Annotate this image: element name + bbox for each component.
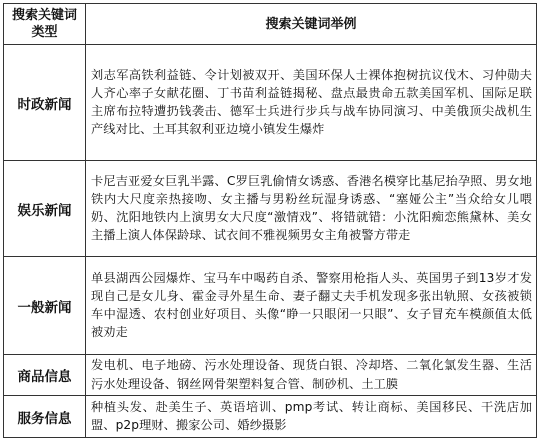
keywords-cell: 发电机、电子地磅、污水处理设备、现货白银、冷却塔、二氧化氯发生器、生活污水处理设备、钢丝网骨架塑料复合管、制砂机、土工膜 — [86, 355, 537, 396]
table-header-row — [4, 4, 537, 45]
keywords-cell: 卡尼吉亚爱女巨乳半露、C罗巨乳偷情女诱惑、香港名模穿比基尼抬孕照、男女地铁内大尺度亲热接吻、女主播与男粉丝玩湿身诱惑、“塞娅公主”当众给女儿喂奶、沈阳地铁内上演男女大尺度“激情戏”、将错就错：小沈阳痴恋熊黛林、美女主播上演人体保龄球、试衣间不雅视频男女主角被警方带走 — [86, 161, 537, 257]
table-row — [4, 396, 537, 438]
category-cell: 一般新闻 — [4, 257, 86, 355]
category-cell: 服务信息 — [4, 396, 86, 438]
search-keyword-table — [3, 3, 537, 438]
table-row — [4, 161, 537, 257]
keywords-cell: 单县湖西公园爆炸、宝马车中喝药自杀、警察用枪指人头、英国男子到13岁才发现自己是女儿身、霍金寻外星生命、妻子翻丈夫手机发现多张出轨照、女孩被锁车中湿透、农村创业好项目、头像“睁一只眼闭一只眼”、女子冒充车模颜值太低被劝走 — [86, 257, 537, 355]
keywords-cell: 种植头发、赴美生子、英语培训、pmp考试、转让商标、美国移民、干洗店加盟、p2p理财、搬家公司、婚纱摄影 — [86, 396, 537, 438]
header-keyword-examples: 搜索关键词举例 — [86, 4, 537, 45]
category-cell: 娱乐新闻 — [4, 161, 86, 257]
table-row — [4, 257, 537, 355]
table-row — [4, 355, 537, 396]
header-keyword-type: 搜索关键词类型 — [4, 4, 86, 45]
keywords-cell: 刘志军高铁利益链、令计划被双开、美国环保人士裸体抱树抗议伐木、习仲勋夫人齐心率子女献花圈、丁书苗利益链揭秘、盘点最贵命五款美国军机、国际足联主席布拉特遭扔钱袭击、德军士兵进行步兵与战车协同演习、中美俄顶尖战机生产线对比、土耳其叙利亚边境小镇发生爆炸 — [86, 45, 537, 161]
category-cell: 商品信息 — [4, 355, 86, 396]
category-cell: 时政新闻 — [4, 45, 86, 161]
keyword-table-container — [3, 3, 536, 438]
table-row — [4, 45, 537, 161]
